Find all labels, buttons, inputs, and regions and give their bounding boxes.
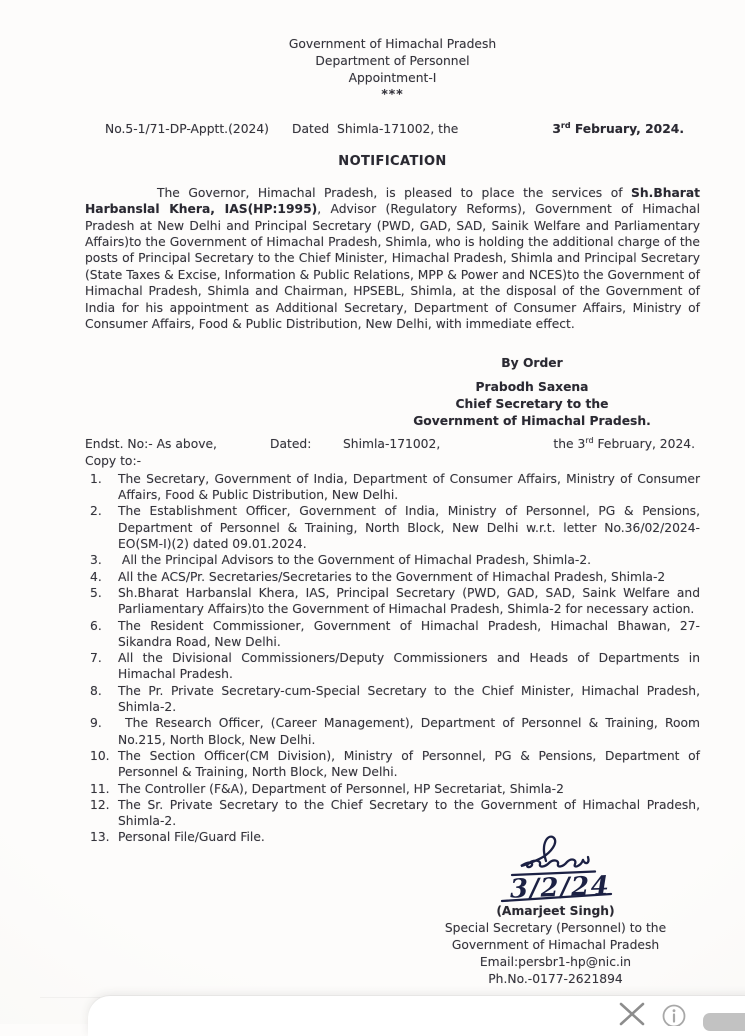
- letterhead: [85, 36, 700, 100]
- body-paragraph: [85, 185, 700, 333]
- list-item-text: The Research Officer, (Career Management), Department of Personnel & Training, Room No.215, North Block, New Delhi.: [118, 716, 700, 747]
- signer-email: Email:persbr1-hp@nic.in: [479, 955, 632, 969]
- list-item-text: All the Divisional Commissioners/Deputy Commissioners and Heads of Departments in Himachal Pradesh.: [118, 651, 700, 682]
- list-item: [85, 552, 700, 568]
- list-item-number: 6.: [90, 618, 102, 633]
- list-item-number: 5.: [90, 585, 102, 600]
- signature-date-handwritten: 3/2/24: [509, 871, 611, 905]
- list-item: [85, 748, 700, 781]
- partial-toolbar-item[interactable]: [703, 1013, 745, 1031]
- file-number: No.5-1/71-DP-Apptt.(2024): [105, 121, 269, 136]
- list-item-number: 8.: [90, 683, 102, 698]
- list-item: [85, 585, 700, 618]
- authority-block: [392, 379, 672, 430]
- copy-list: [85, 471, 700, 846]
- authority-name: Prabodh Saxena: [475, 379, 589, 394]
- endorsement-place: Shimla-171002,: [343, 436, 441, 451]
- endorsement-dated-label: Dated:: [270, 436, 312, 451]
- list-item-text: Personal File/Guard File.: [118, 830, 265, 845]
- list-item-number: 10.: [90, 748, 110, 763]
- officer-name-bold: Sh.Bharat Harbanslal Khera, IAS(HP:1995): [85, 185, 700, 217]
- signer-title-2: Government of Himachal Pradesh: [451, 938, 660, 952]
- list-item-text: The Sr. Private Secretary to the Chief Secretary to the Government of Himachal Pradesh, Shimla-2.: [118, 797, 700, 829]
- list-item: [85, 715, 700, 748]
- dated-place-label: Dated Shimla-171002, the: [292, 121, 459, 136]
- list-item-text: The Secretary, Government of India, Department of Consumer Affairs, Ministry of Consumer Affairs, Food & Public Distribution, New Delhi.: [118, 471, 700, 503]
- authority-designation-1: Chief Secretary to the: [455, 396, 609, 411]
- endorsement-date-prefix: the 3: [553, 436, 586, 451]
- endorsement-date-ordinal: rd: [585, 435, 594, 445]
- sheet-edge-line: [40, 997, 100, 998]
- issue-date-ordinal: rd: [560, 120, 571, 130]
- list-item-text: The Resident Commissioner, Government of Himachal Pradesh, Himachal Bhawan, 27-Sikandra Road, New Delhi.: [118, 618, 700, 649]
- signing-authority-block: [392, 355, 672, 429]
- body-text-lead: The Governor, Himachal Pradesh, is pleased to place the services of: [157, 185, 632, 200]
- list-item-text: All the ACS/Pr. Secretaries/Secretaries to the Government of Himachal Pradesh, Shimla-2: [118, 569, 666, 584]
- letterhead-dept: Department of Personnel: [315, 54, 470, 69]
- list-item-text: The Establishment Officer, Government of India, Ministry of Personnel, PG & Pensions, Department of Personnel & Training, North Block, New Delhi w.r.t. letter No.36/02/2024-EO(SM-I)(2) dated 09.01.2024.: [118, 504, 700, 552]
- endorsement-line: [85, 436, 700, 453]
- list-item: [85, 781, 700, 797]
- list-item-number: 4.: [90, 569, 102, 584]
- by-order-label: By Order: [501, 356, 563, 371]
- signer-name: (Amarjeet Singh): [496, 904, 615, 918]
- reference-line: [85, 121, 700, 138]
- list-item-text: The Section Officer(CM Division), Ministry of Personnel, PG & Pensions, Department of Personnel & Training, North Block, New Delhi.: [118, 748, 700, 780]
- list-item: [85, 618, 700, 651]
- issue-date-tail: February, 2024.: [570, 121, 684, 136]
- list-item-number: 1.: [90, 471, 102, 486]
- list-item: [85, 503, 700, 552]
- close-icon[interactable]: [616, 1001, 648, 1027]
- list-item-text: The Controller (F&A), Department of Personnel, HP Secretariat, Shimla-2: [118, 781, 564, 796]
- list-item-number: 3.: [90, 553, 102, 568]
- body-text-rest: , Advisor (Regulatory Reforms), Government of Himachal Pradesh at New Delhi and Principal Secretary (PWD, GAD, SAD, Sainik Welfare and Parliamentary Affairs)to the Government of Himachal Pradesh, Shimla, who is holding the additional charge of the posts of Principal Secretary to the Chief Minister, Himachal Pradesh, Shimla and Principal Secretary (State Taxes & Excise, Information & Public Relations, MPP & Power and NCES)to the Government of Himachal Pradesh, Shimla and Chairman, HPSEBL, Shimla, at the disposal of the Government of India for his appointment as Additional Secretary, Department of Consumer Affairs, Ministry of Consumer Affairs, Food & Public Distribution, New Delhi, with immediate effect.: [85, 202, 700, 332]
- list-item-number: 11.: [90, 781, 110, 796]
- list-item-number: 7.: [90, 651, 102, 666]
- endorsement-number: Endst. No:- As above,: [85, 436, 217, 451]
- issue-date: [552, 121, 684, 138]
- signer-block: [413, 903, 698, 988]
- list-item: [85, 683, 700, 716]
- list-item-text: The Pr. Private Secretary-cum-Special Secretary to the Chief Minister, Himachal Pradesh, Shimla-2.: [118, 683, 700, 715]
- list-item-text: Sh.Bharat Harbanslal Khera, IAS, Principal Secretary (PWD, GAD, SAD, Saink Welfare and Parliamentary Affairs)to the Government of Himachal Pradesh, Shimla-2 for necessary action.: [118, 585, 700, 617]
- endorsement-date: [553, 436, 695, 453]
- list-item-number: 9.: [90, 716, 102, 731]
- copy-to-label: Copy to:-: [85, 453, 142, 468]
- handwritten-signature: [498, 830, 638, 906]
- list-item: [85, 471, 700, 504]
- list-item-text: All the Principal Advisors to the Government of Himachal Pradesh, Shimla-2.: [118, 553, 592, 568]
- issue-date-day: 3: [552, 121, 561, 136]
- list-item-number: 2.: [90, 504, 102, 519]
- list-item: [85, 569, 700, 585]
- notification-title: NOTIFICATION: [338, 153, 447, 169]
- info-icon[interactable]: [659, 1002, 689, 1026]
- signer-title-1: Special Secretary (Personnel) to the: [444, 921, 667, 935]
- authority-designation-2: Government of Himachal Pradesh.: [413, 413, 651, 428]
- list-item: [85, 650, 700, 683]
- list-item-number: 13.: [90, 830, 110, 845]
- endorsement-date-tail: February, 2024.: [593, 436, 695, 451]
- signer-phone: Ph.No.-0177-2621894: [488, 972, 623, 986]
- letterhead-org: Government of Himachal Pradesh: [288, 37, 497, 51]
- list-item: [85, 797, 700, 830]
- letterhead-branch: Appointment-I: [348, 71, 437, 86]
- list-item-number: 12.: [90, 797, 110, 812]
- letterhead-separator: ***: [381, 86, 404, 101]
